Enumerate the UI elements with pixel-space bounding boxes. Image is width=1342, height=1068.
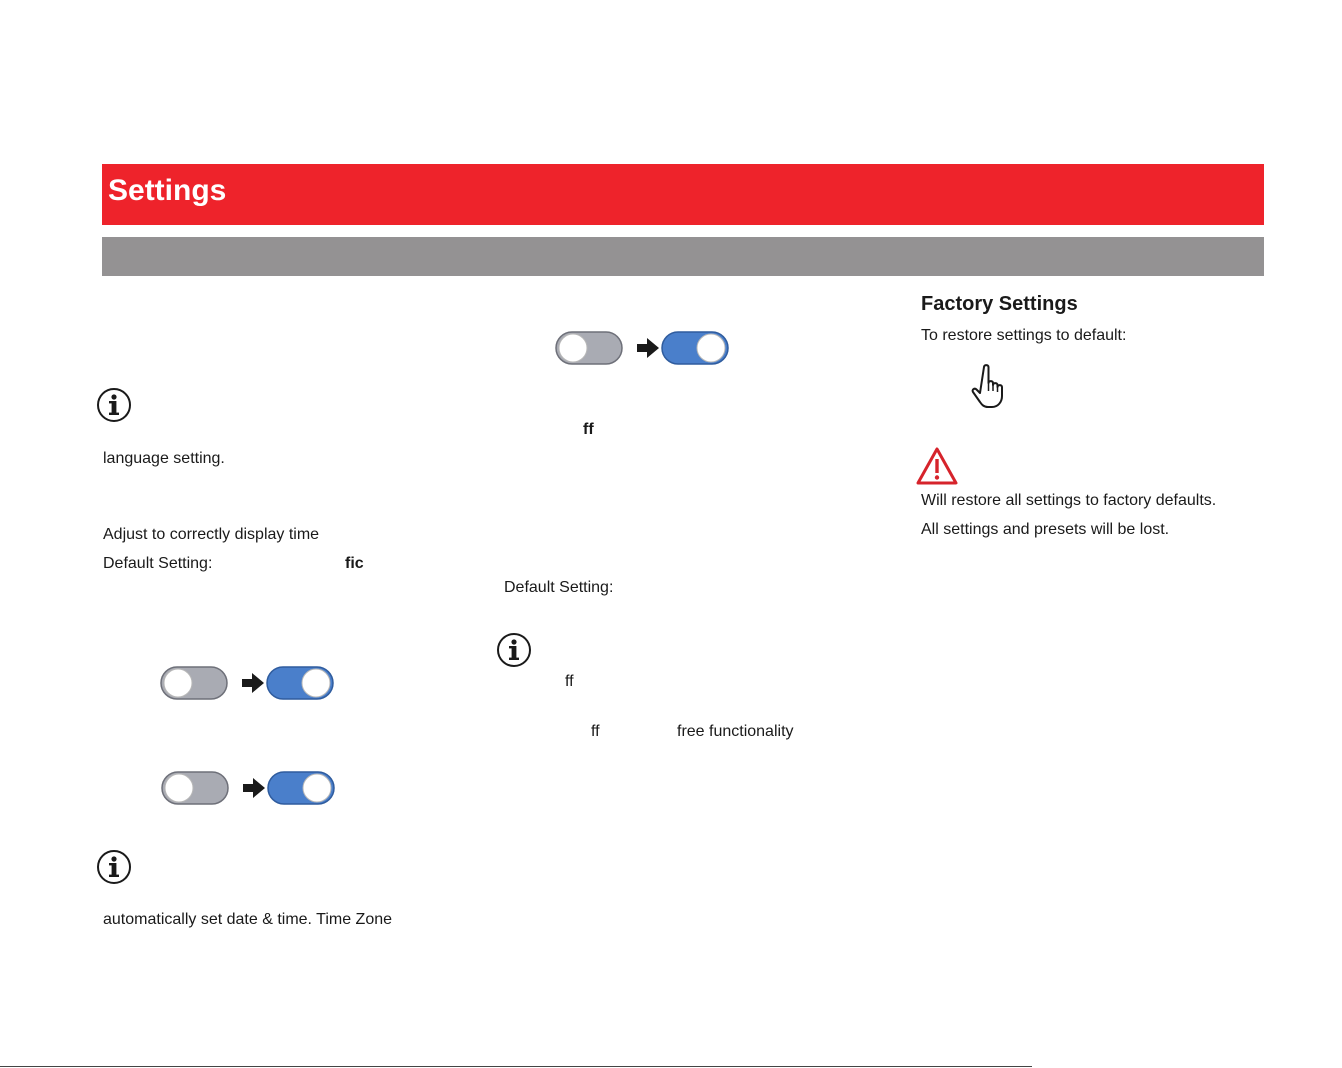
page-title: Settings bbox=[108, 174, 227, 207]
warning-text-line-1: Will restore all settings to factory defaults. bbox=[921, 492, 1217, 509]
auto-time-text: automatically set date & time. Time Zone bbox=[103, 911, 393, 928]
language-setting-text: language setting. bbox=[103, 450, 225, 467]
toggle-off-to-on-illustration bbox=[160, 665, 336, 701]
toggle-off-to-on-illustration bbox=[161, 770, 337, 806]
arrow-right-icon bbox=[637, 338, 659, 358]
hand-pointer-icon bbox=[970, 363, 1012, 411]
bottom-divider bbox=[0, 1066, 1032, 1067]
warning-icon bbox=[915, 446, 959, 486]
time-adjust-text: Adjust to correctly display time bbox=[103, 526, 320, 543]
arrow-right-icon bbox=[242, 673, 264, 693]
arrow-right-icon bbox=[243, 778, 265, 798]
factory-settings-heading: Factory Settings bbox=[921, 293, 1078, 315]
text-fragment: ff bbox=[565, 673, 574, 690]
default-setting-label: Default Setting: bbox=[103, 555, 213, 572]
warning-text-line-2: All settings and presets will be lost. bbox=[921, 521, 1170, 538]
toggle-off-to-on-illustration bbox=[555, 330, 731, 366]
info-icon bbox=[496, 632, 532, 668]
section-title-bar bbox=[102, 164, 1264, 225]
free-functionality-text: free functionality bbox=[677, 723, 794, 740]
default-setting-value: fic bbox=[345, 555, 364, 572]
text-fragment: ff bbox=[583, 421, 594, 438]
info-icon bbox=[96, 849, 132, 885]
subsection-bar bbox=[102, 237, 1264, 276]
default-setting-label: Default Setting: bbox=[504, 579, 614, 596]
restore-instruction-text: To restore settings to default: bbox=[921, 327, 1127, 344]
text-fragment: ff bbox=[591, 723, 600, 740]
info-icon bbox=[96, 387, 132, 423]
